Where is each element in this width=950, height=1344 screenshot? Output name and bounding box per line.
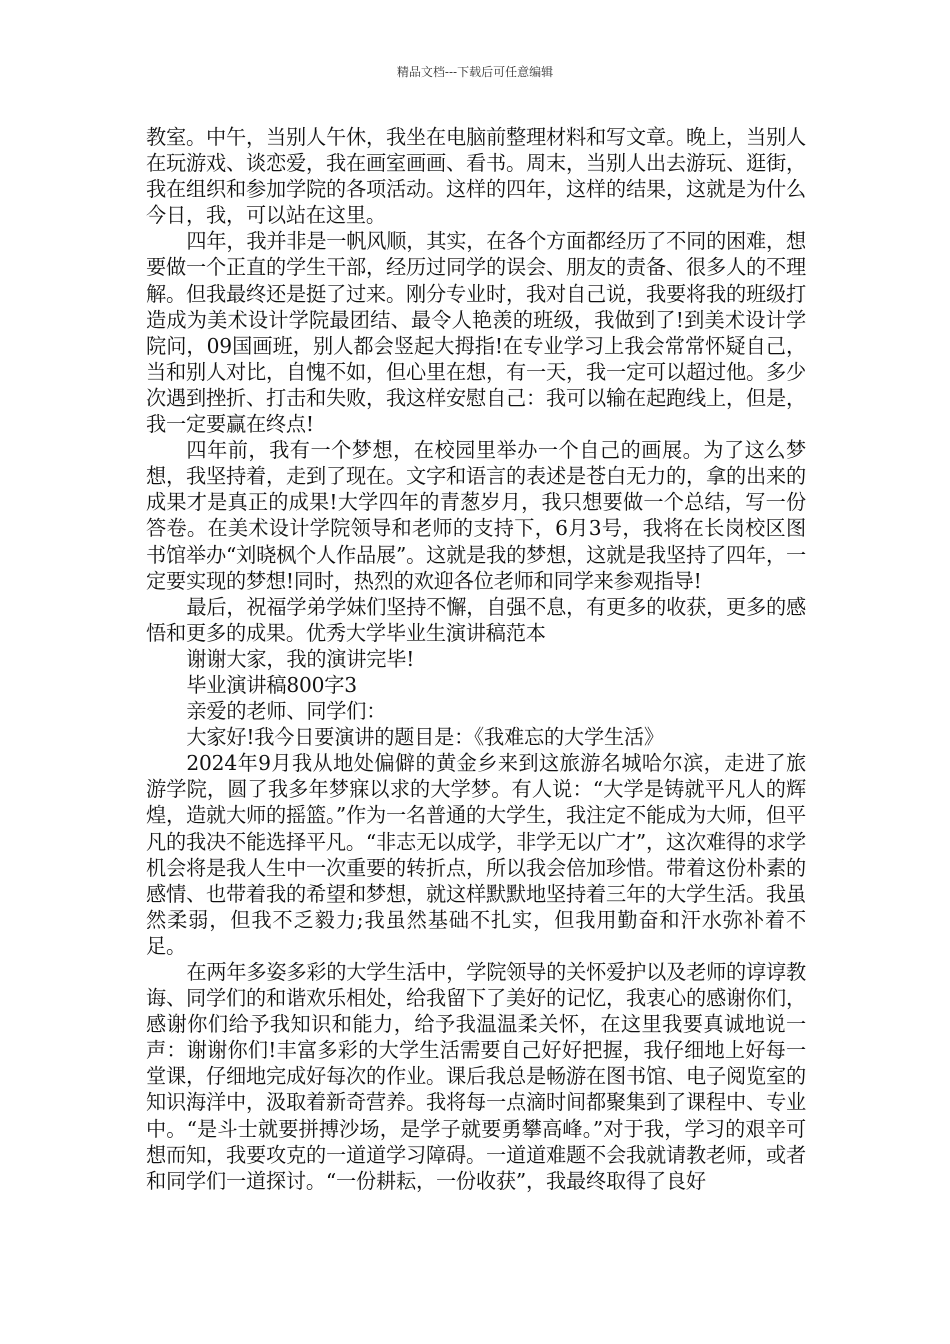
paragraph: 最后，祝福学弟学妹们坚持不懈，自强不息，有更多的收获，更多的感悟和更多的成果。优秀大学毕业生演讲稿范本 [146, 594, 807, 645]
salutation: 亲爱的老师、同学们： [186, 699, 387, 724]
paragraph: 四年，我并非是一帆风顺，其实，在各个方面都经历了不同的困难，想要做一个正直的学生干部，经历过同学的误会、朋友的责备、很多人的不理解。但我最终还是挺了过来。刚分专业时，我对自己说，我要将我的班级打造成为美术设计学院最团结、最令人艳羡的班级，我做到了!到美术设计学院问，09国画班，别人都会竖起大拇指!在专业学习上我会常常怀疑自己，当和别人对比，自愧不如，但心里在想，有一天，我一定可以超过他。多少次遇到挫折、打击和失败，我这样安慰自己：我可以输在起跑线上，但是，我一定要赢在终点! [146, 229, 807, 437]
paragraph: 在两年多姿多彩的大学生活中，学院领导的关怀爱护以及老师的谆谆教诲、同学们的和谐欢乐相处，给我留下了美好的记忆，我衷心的感谢你们，感谢你们给予我知识和能力，给予我温温柔关怀，在这里我要真诚地说一声：谢谢你们!丰富多彩的大学生活需要自己好好把握，我仔细地上好每一堂课，仔细地完成好每次的作业。课后我总是畅游在图书馆、电子阅览室的知识海洋中，汲取着新奇营养。我将每一点滴时间都聚集到了课程中、专业中。“是斗士就要拼搏沙场，是学子就要勇攀高峰。”对于我，学习的艰辛可想而知，我要攻克的一道道学习障碍。一道道难题不会我就请教老师，或者和同学们一道探讨。“一份耕耘，一份收获”，我最终取得了良好 [146, 960, 807, 1193]
paragraph: 大家好!我今日要演讲的题目是：《我难忘的大学生活》 [186, 725, 664, 750]
page-header: 精品文档---下载后可任意编辑 [396, 65, 554, 79]
section-title: 毕业演讲稿800字3 [186, 672, 357, 697]
paragraph: 四年前，我有一个梦想，在校园里举办一个自己的画展。为了这么梦想，我坚持着，走到了现在。文字和语言的表述是苍白无力的，拿的出来的成果才是真正的成果!大学四年的青葱岁月，我只想要做一个总结，写一份答卷。在美术设计学院领导和老师的支持下，6月3号，我将在长岗校区图书馆举办“刘晓枫个人作品展”。这就是我的梦想，这就是我坚持了四年，一定要实现的梦想!同时，热烈的欢迎各位老师和同学来参观指导! [146, 438, 806, 593]
paragraph: 2024年9月我从地处偏僻的黄金乡来到这旅游名城哈尔滨，走进了旅游学院，圆了我多年梦寐以求的大学梦。有人说：“大学是铸就平凡人的辉煌，造就大师的摇篮。”作为一名普通的大学生，我注定不能成为大师，但平凡的我决不能选择平凡。“非志无以成学，非学无以广才”，这次难得的求学机会将是我人生中一次重要的转折点，所以我会倍加珍惜。带着这份朴素的感情、也带着我的希望和梦想，就这样默默地坚持着三年的大学生活。我虽然柔弱，但我不乏毅力;我虽然基础不扎实，但我用勤奋和汗水弥补着不足。 [146, 751, 806, 958]
document-body [146, 124, 806, 1194]
paragraph: 谢谢大家，我的演讲完毕! [186, 646, 415, 671]
paragraph: 教室。中午，当别人午休，我坐在电脑前整理材料和写文章。晚上，当别人在玩游戏、谈恋爱，我在画室画画、看书。周末，当别人出去游玩、逛街，我在组织和参加学院的各项活动。这样的四年，这样的结果，这就是为什么今日，我，可以站在这里。 [146, 125, 806, 228]
